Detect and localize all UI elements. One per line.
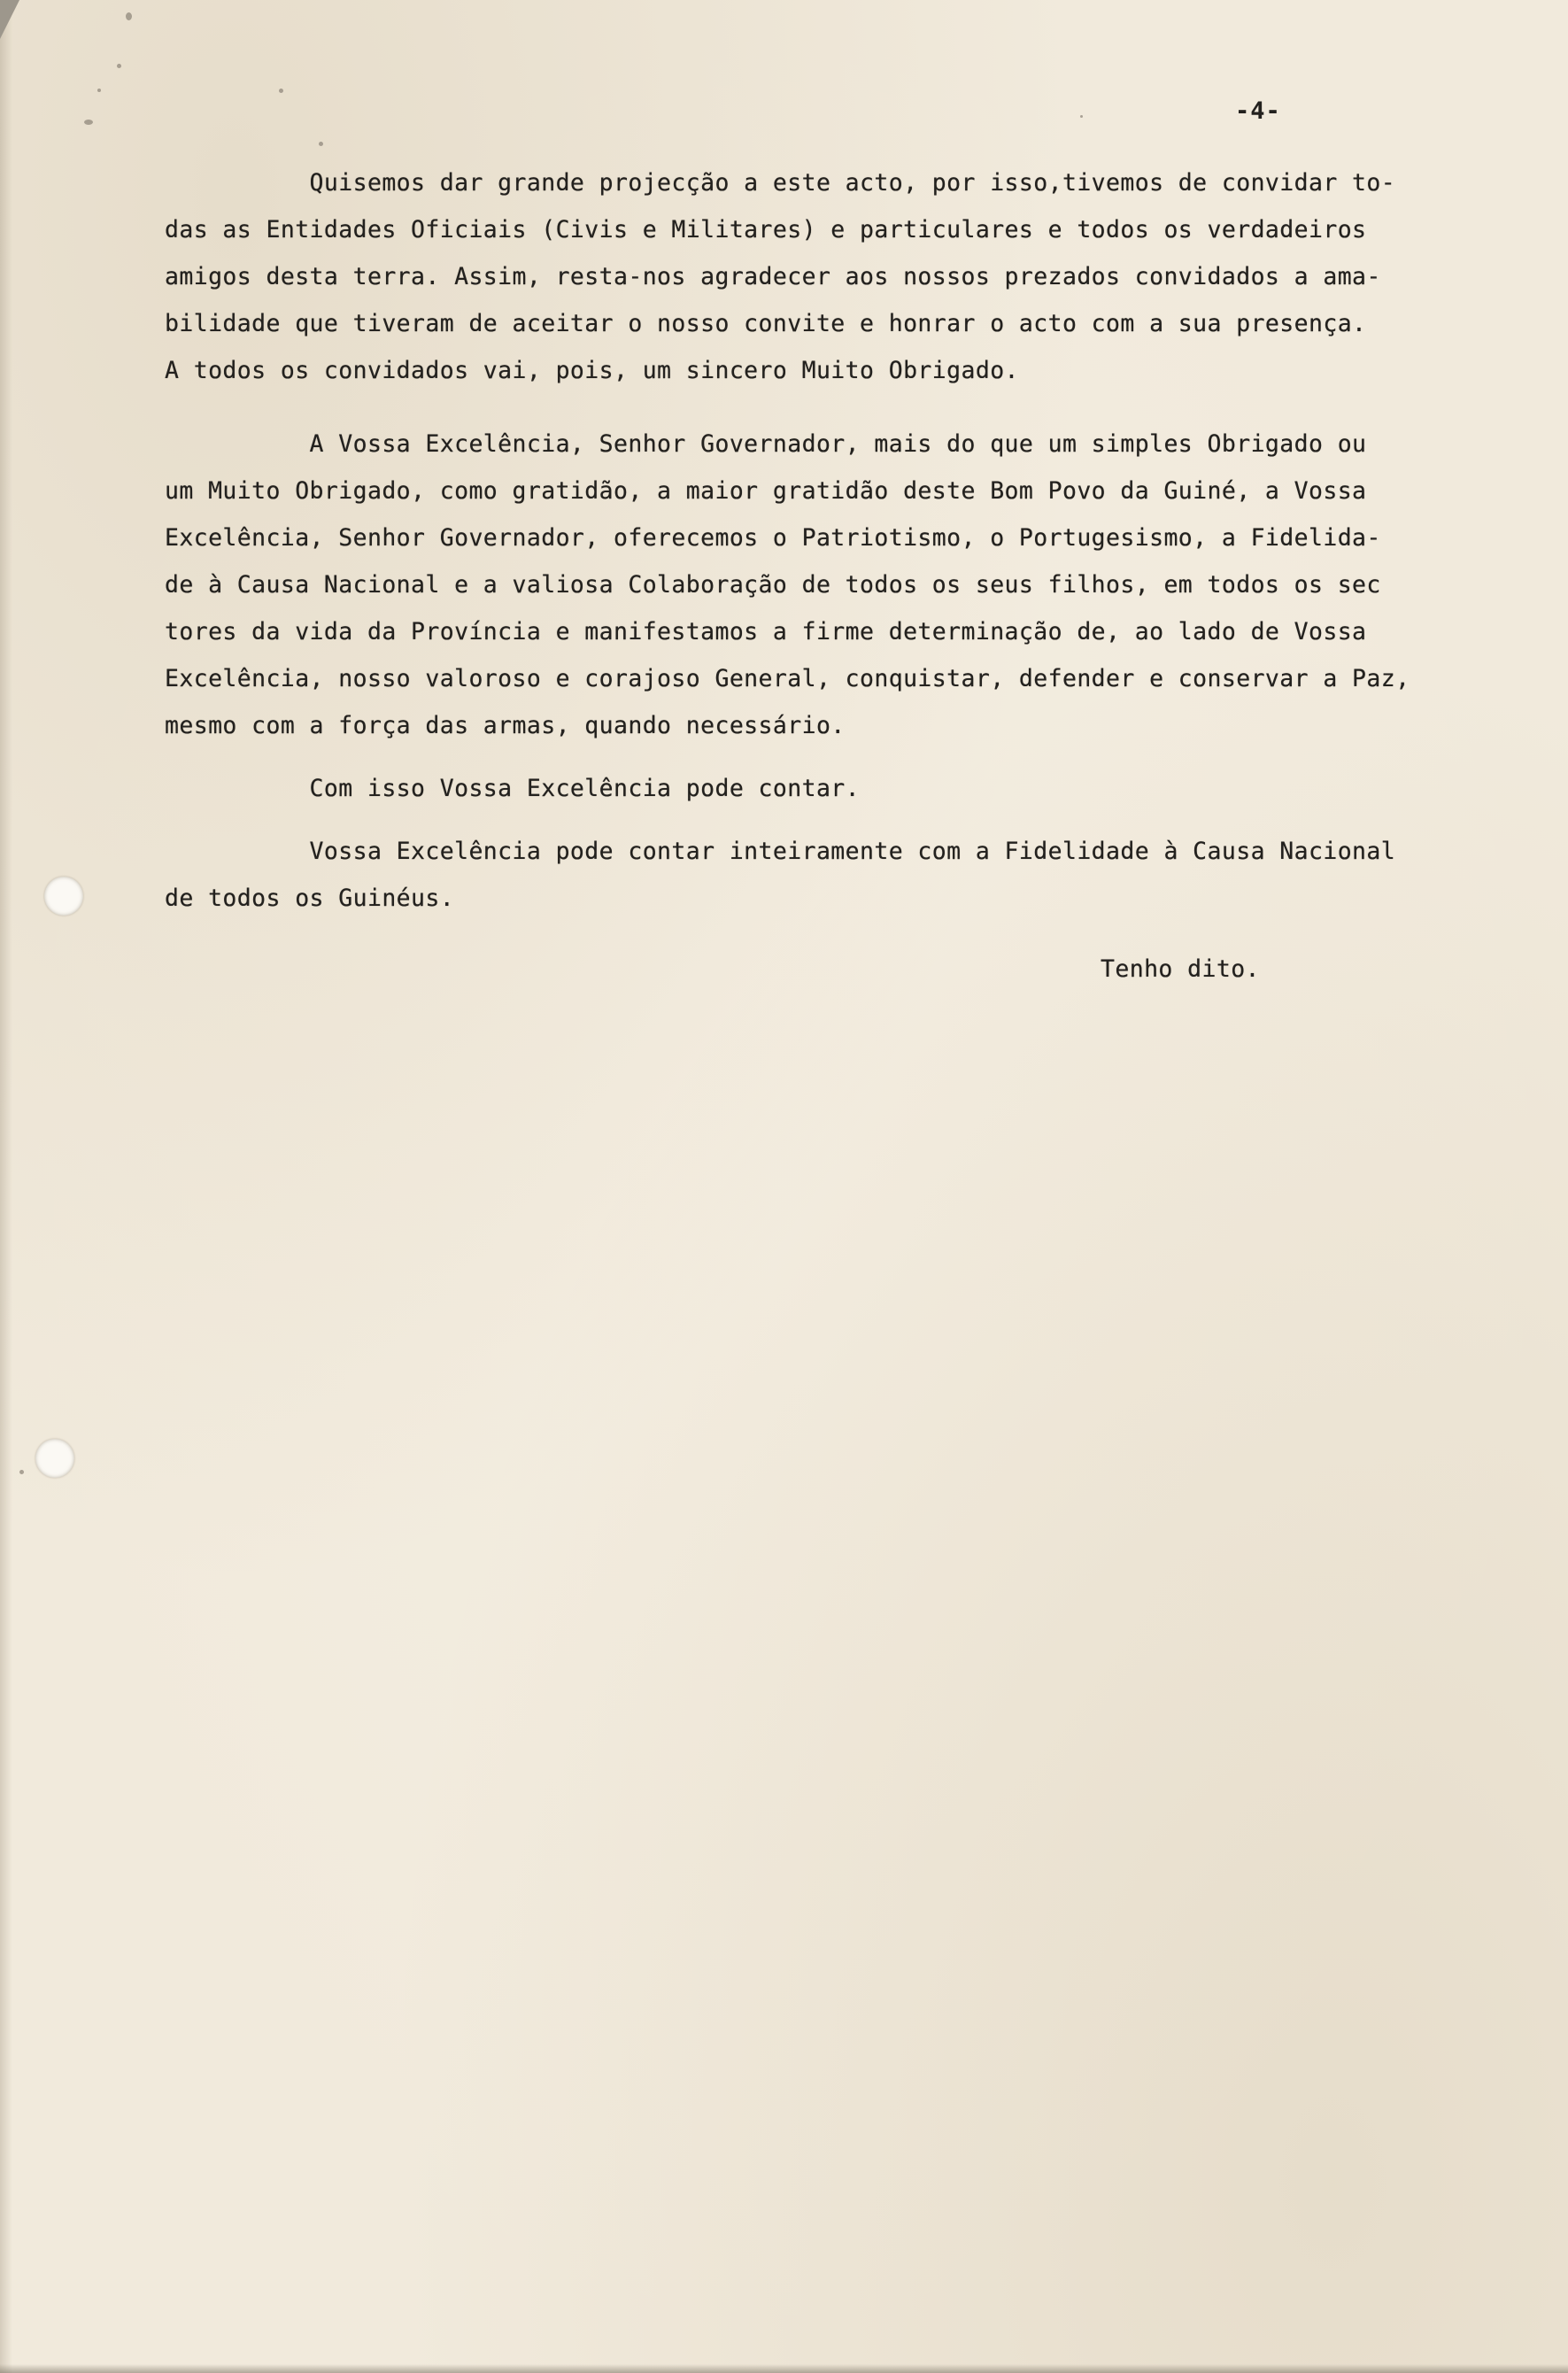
text-line: A Vossa Excelência, Senhor Governador, mais do que um simples Obrigado ou — [165, 430, 1367, 458]
text-line: Com isso Vossa Excelência pode contar. — [165, 775, 861, 802]
paper-speck — [117, 64, 121, 68]
paper-speck — [97, 89, 101, 92]
text-line: bilidade que tiveram de aceitar o nosso convite e honrar o acto com a sua presença. — [165, 310, 1367, 337]
paper-speck — [279, 89, 283, 93]
page-edge-shadow — [0, 0, 12, 2373]
page-bottom-edge — [0, 2364, 1568, 2373]
paper-speck — [319, 142, 323, 146]
text-line: Excelência, Senhor Governador, oferecemos o Patriotismo, o Portugesismo, a Fidelida- — [165, 524, 1381, 552]
text-line: Excelência, nosso valoroso e corajoso General, conquistar, defender e conservar a Paz, — [165, 665, 1410, 692]
punch-hole-lower — [35, 1439, 74, 1478]
text-line: Quisemos dar grande projecção a este acto, por isso,tivemos de convidar to- — [165, 169, 1396, 197]
text-line: tores da vida da Província e manifestamos a firme determinação de, ao lado de Vossa — [165, 618, 1367, 645]
text-line: de à Causa Nacional e a valiosa Colaboração de todos os seus filhos, em todos os sec — [165, 571, 1381, 599]
text-line: um Muito Obrigado, como gratidão, a maior gratidão deste Bom Povo da Guiné, a Vossa — [165, 477, 1367, 505]
text-line: A todos os convidados vai, pois, um sincero Muito Obrigado. — [165, 357, 1019, 384]
text-line: amigos desta terra. Assim, resta-nos agradecer aos nossos prezados convidados a ama- — [165, 263, 1381, 290]
paper-speck — [84, 120, 93, 125]
paragraph-gap — [165, 749, 1440, 765]
paper-speck — [1080, 115, 1083, 118]
paragraph-governor — [165, 421, 1440, 749]
text-line: mesmo com a força das armas, quando necessário. — [165, 712, 846, 739]
paragraph-count-on — [165, 765, 1440, 812]
paragraph-fidelity — [165, 828, 1440, 922]
punch-hole-upper — [44, 877, 83, 916]
paper-speck — [126, 12, 132, 20]
folded-corner — [0, 0, 19, 39]
page-number: -4- — [1235, 97, 1281, 125]
text-line: das as Entidades Oficiais (Civis e Militares) e particulares e todos os verdadeiros — [165, 216, 1367, 243]
text-line: Vossa Excelência pode contar inteiramente com a Fidelidade à Causa Nacional — [165, 838, 1396, 865]
paper-speck — [19, 1470, 24, 1474]
signoff: Tenho dito. — [1101, 955, 1260, 983]
paragraph-invitation — [165, 159, 1440, 394]
paragraph-gap — [165, 812, 1440, 828]
letter-body — [165, 159, 1440, 922]
paragraph-gap — [165, 394, 1440, 421]
text-line: de todos os Guinéus. — [165, 885, 455, 912]
